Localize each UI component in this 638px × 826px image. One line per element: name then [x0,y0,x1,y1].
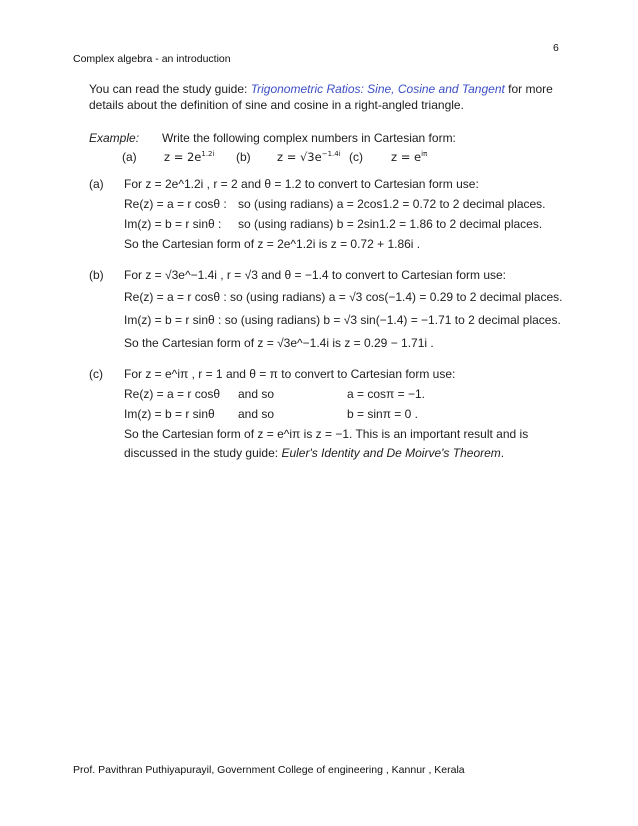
intro-prefix: You can read the study guide: [89,82,251,96]
part-c-ref-suffix: . [500,446,505,460]
example-a-exponent: 1.2i [201,150,215,158]
part-a-line-3-rhs: so (using radians) b = 2sin1.2 = 1.86 to 2 decimal places. [238,217,543,231]
example-c-label: (c) [349,150,363,164]
example-instruction: Write the following complex numbers in Cartesian form: [162,131,456,145]
part-c-line-5 [124,446,504,461]
example-c-base: z = e [391,150,422,164]
part-c-line-3-mid: and so [238,407,275,421]
part-c-line-4: So the Cartesian form of z = e^iπ is z = −1. This is an important result and is [124,427,529,441]
page-number: 6 [553,42,559,54]
part-b-line-2: Re(z) = a = r cosθ : so (using radians) a = √3 cos(−1.4) = 0.29 to 2 decimal places. [124,290,563,304]
example-b-exponent: −1.4i [321,150,341,158]
intro-line-1 [89,82,553,97]
example-c-exponent: iπ [421,150,428,158]
example-b-base: z = √3e [277,150,322,164]
example-a-expr [164,150,214,164]
part-c-label: (c) [89,367,103,381]
example-a-label: (a) [122,150,137,164]
part-c-line-1: For z = e^iπ , r = 1 and θ = π to convert to Cartesian form use: [124,367,456,381]
footer-author: Prof. Pavithran Puthiyapurayil, Government College of engineering , Kannur , Kerala [73,764,465,776]
part-b-line-3: Im(z) = b = r sinθ : so (using radians) b = √3 sin(−1.4) = −1.71 to 2 decimal places. [124,313,561,327]
part-c-line-2-lhs: Re(z) = a = r cosθ [124,387,221,401]
part-b-line-1: For z = √3e^−1.4i , r = √3 and θ = −1.4 to convert to Cartesian form use: [124,268,507,282]
part-c-line-2-rhs: a = cosπ = −1. [347,387,425,401]
part-c-line-3-rhs: b = sinπ = 0 . [347,407,418,421]
example-label: Example: [89,131,140,145]
part-c-line-3-lhs: Im(z) = b = r sinθ [124,407,215,421]
study-guide-link[interactable]: Trigonometric Ratios: Sine, Cosine and Tangent [250,82,505,96]
example-c-expr [391,150,427,164]
example-b-label: (b) [236,150,251,164]
part-a-line-4: So the Cartesian form of z = 2e^1.2i is z = 0.72 + 1.86i . [124,237,421,251]
part-c-ref-prefix: discussed in the study guide: [124,446,282,460]
part-a-line-3-lhs: Im(z) = b = r sinθ : [124,217,222,231]
running-title: Complex algebra - an introduction [73,53,231,65]
intro-suffix: for more [504,82,553,96]
part-a-line-1: For z = 2e^1.2i , r = 2 and θ = 1.2 to convert to Cartesian form use: [124,177,479,191]
part-b-line-4: So the Cartesian form of z = √3e^−1.4i is z = 0.29 − 1.71i . [124,336,434,350]
part-c-line-2-mid: and so [238,387,275,401]
part-b-label: (b) [89,268,104,282]
part-a-label: (a) [89,177,104,191]
part-a-line-2-lhs: Re(z) = a = r cosθ : [124,197,227,211]
study-guide-reference: Euler's Identity and De Moirve's Theorem [281,446,501,460]
example-b-expr [277,150,341,164]
example-a-base: z = 2e [164,150,202,164]
intro-line-2: details about the definition of sine and cosine in a right-angled triangle. [89,98,464,112]
part-a-line-2-rhs: so (using radians) a = 2cos1.2 = 0.72 to 2 decimal places. [238,197,546,211]
